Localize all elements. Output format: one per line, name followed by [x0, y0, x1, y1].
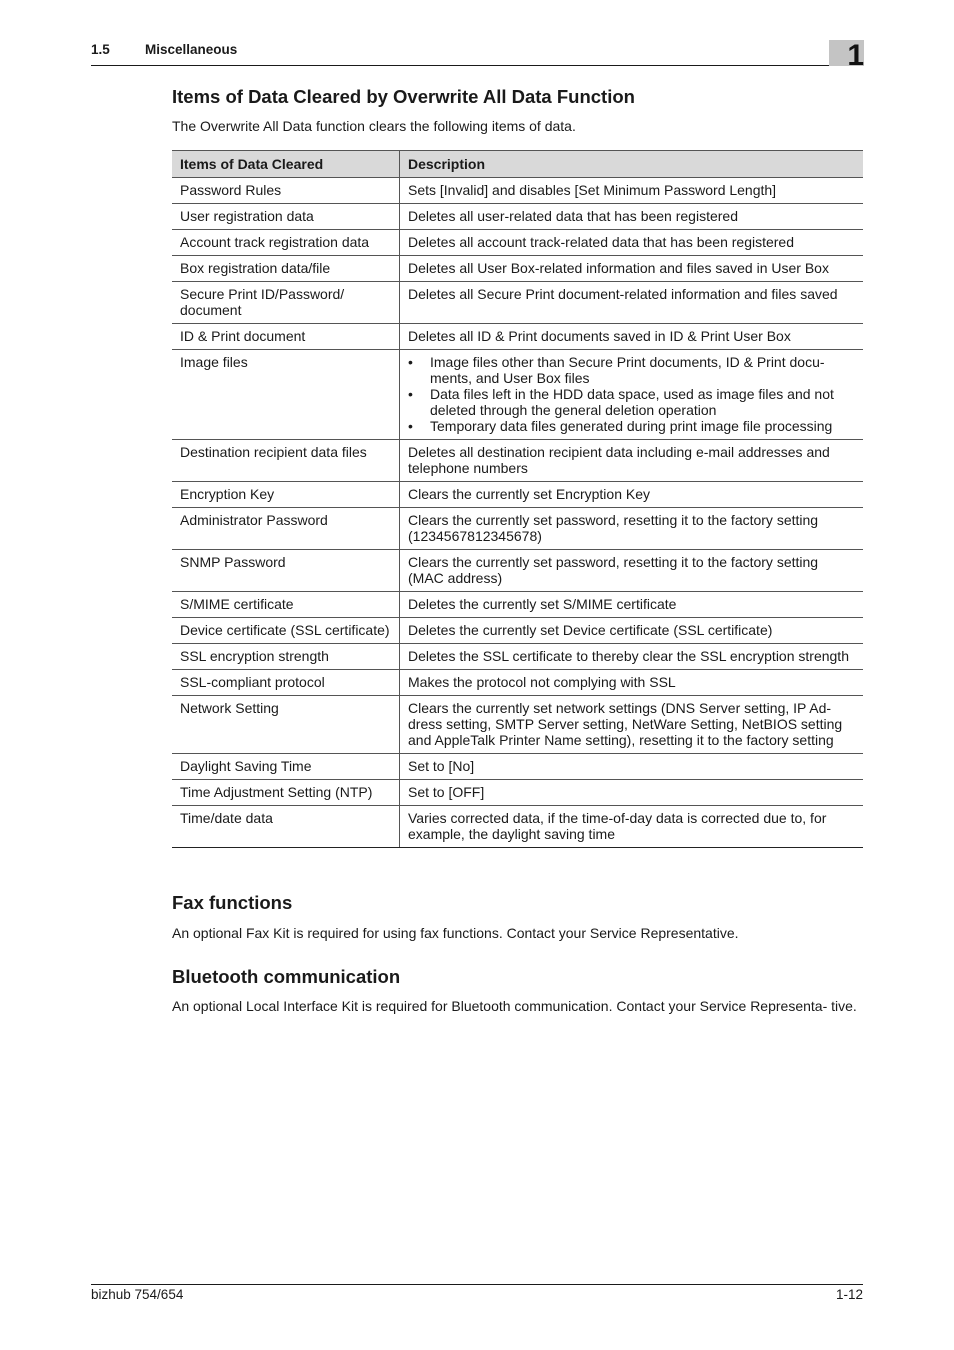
cleared-item-cell: Secure Print ID/Password/ document [172, 282, 400, 324]
overwrite-section-heading: Items of Data Cleared by Overwrite All Data Function [172, 86, 635, 107]
table-row [172, 754, 863, 780]
table-row [172, 618, 863, 644]
table-row [172, 178, 863, 204]
description-cell: Makes the protocol not complying with SSL [400, 670, 864, 696]
table-row [172, 230, 863, 256]
description-cell: Clears the currently set password, resetting it to the factory setting (MAC address) [400, 550, 864, 592]
description-cell: Varies corrected data, if the time-of-day data is corrected due to, for example, the daylight saving time [400, 806, 864, 848]
table-row [172, 508, 863, 550]
table-row [172, 806, 863, 848]
description-cell: Deletes all Secure Print document-related information and files saved [400, 282, 864, 324]
cleared-data-table [172, 150, 863, 848]
description-cell: Deletes all user-related data that has been registered [400, 204, 864, 230]
description-cell: Deletes the SSL certificate to thereby clear the SSL encryption strength [400, 644, 864, 670]
cleared-item-cell: Administrator Password [172, 508, 400, 550]
cleared-item-cell: Destination recipient data files [172, 440, 400, 482]
description-bullet-item: • Data files left in the HDD data space, used as image files and not deleted through the general deletion operation [408, 386, 855, 418]
running-header [91, 42, 237, 57]
description-cell: Clears the currently set Encryption Key [400, 482, 864, 508]
description-cell: Sets [Invalid] and disables [Set Minimum Password Length] [400, 178, 864, 204]
column-header-description: Description [400, 151, 864, 178]
description-cell: Deletes the currently set Device certificate (SSL certificate) [400, 618, 864, 644]
bluetooth-section-text: An optional Local Interface Kit is required for Bluetooth communication. Contact your Service Representa- tive. [172, 998, 857, 1014]
cleared-item-cell: ID & Print document [172, 324, 400, 350]
table-row [172, 282, 863, 324]
overwrite-intro-text: The Overwrite All Data function clears the following items of data. [172, 118, 576, 134]
description-cell: Deletes all ID & Print documents saved in ID & Print User Box [400, 324, 864, 350]
table-row [172, 550, 863, 592]
description-cell: Deletes all User Box-related information and files saved in User Box [400, 256, 864, 282]
table-row [172, 482, 863, 508]
table-body [172, 178, 863, 848]
cleared-item-cell: Image files [172, 350, 400, 440]
cleared-item-cell: Device certificate (SSL certificate) [172, 618, 400, 644]
table-row [172, 440, 863, 482]
column-header-item: Items of Data Cleared [172, 151, 400, 178]
cleared-item-cell: SSL encryption strength [172, 644, 400, 670]
cleared-item-cell: SNMP Password [172, 550, 400, 592]
section-number: 1.5 [91, 42, 110, 57]
footer-page-number: 1-12 [835, 1287, 863, 1302]
section-title: Miscellaneous [145, 42, 238, 57]
fax-section-text: An optional Fax Kit is required for using fax functions. Contact your Service Representative. [172, 925, 739, 941]
cleared-item-cell: Time/date data [172, 806, 400, 848]
footer-product: bizhub 754/654 [91, 1287, 184, 1302]
table-header-row [172, 151, 863, 178]
description-cell: Set to [OFF] [400, 780, 864, 806]
description-cell: Clears the currently set network settings (DNS Server setting, IP Ad- dress setting, SMTP Server setting, NetWare Setting, NetBIOS setting and AppleTalk Printer Name setting), resetting it to the factory setting [400, 696, 864, 754]
cleared-item-cell: Encryption Key [172, 482, 400, 508]
description-cell [400, 350, 864, 440]
table-row [172, 350, 863, 440]
cleared-item-cell: Password Rules [172, 178, 400, 204]
table-row [172, 204, 863, 230]
cleared-item-cell: SSL-compliant protocol [172, 670, 400, 696]
table-row [172, 324, 863, 350]
description-bullet-item: • Image files other than Secure Print documents, ID & Print docu- ments, and User Box files [408, 354, 855, 386]
description-cell: Set to [No] [400, 754, 864, 780]
cleared-item-cell: Network Setting [172, 696, 400, 754]
fax-section-heading: Fax functions [172, 892, 293, 913]
cleared-item-cell: Box registration data/file [172, 256, 400, 282]
chapter-number: 1 [847, 39, 864, 72]
table-row [172, 696, 863, 754]
table-row [172, 256, 863, 282]
description-bullet-list [408, 354, 855, 434]
table-row [172, 592, 863, 618]
description-cell: Deletes all destination recipient data including e-mail addresses and telephone numbers [400, 440, 864, 482]
table-row [172, 644, 863, 670]
bluetooth-section-heading: Bluetooth communication [172, 966, 401, 987]
cleared-item-cell: Time Adjustment Setting (NTP) [172, 780, 400, 806]
description-bullet-item: • Temporary data files generated during print image file processing [408, 418, 855, 434]
footer-rule [91, 1284, 863, 1285]
description-cell: Deletes all account track-related data that has been registered [400, 230, 864, 256]
cleared-item-cell: User registration data [172, 204, 400, 230]
cleared-item-cell: Account track registration data [172, 230, 400, 256]
table-row [172, 670, 863, 696]
cleared-item-cell: Daylight Saving Time [172, 754, 400, 780]
description-cell: Deletes the currently set S/MIME certificate [400, 592, 864, 618]
cleared-item-cell: S/MIME certificate [172, 592, 400, 618]
chapter-tab [829, 39, 864, 72]
table-row [172, 780, 863, 806]
description-cell: Clears the currently set password, resetting it to the factory setting (1234567812345678) [400, 508, 864, 550]
header-rule [91, 65, 863, 66]
